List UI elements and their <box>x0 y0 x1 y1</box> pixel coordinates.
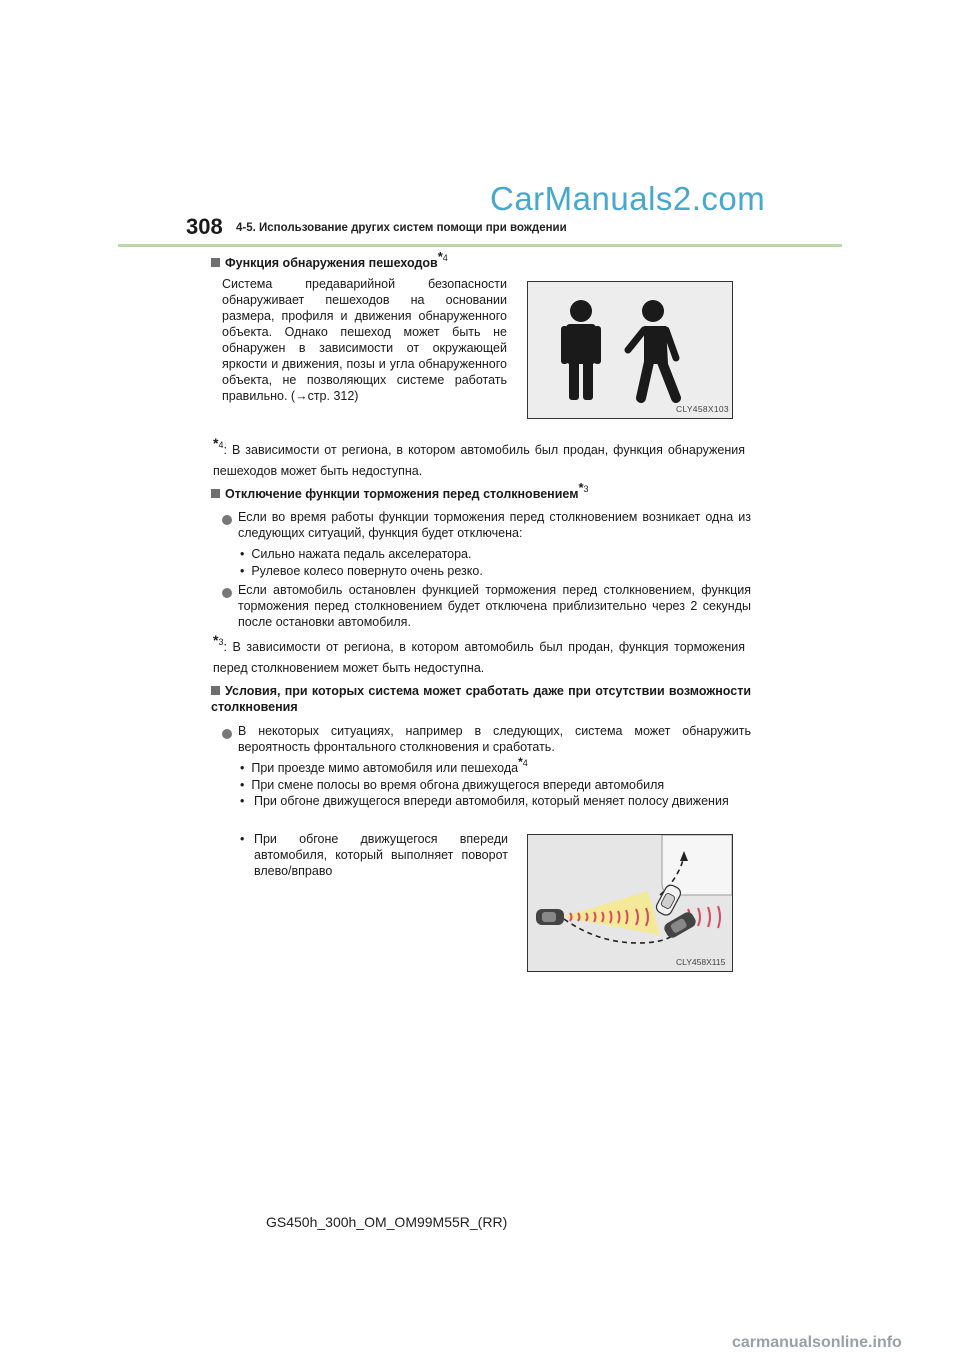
round-bullet-icon <box>222 725 232 743</box>
document-code: GS450h_300h_OM_OM99M55R_(RR) <box>266 1214 508 1230</box>
pedestrian-figure <box>527 281 733 419</box>
pedestrian-illustration <box>528 282 732 418</box>
conditions-bullet-1: В некоторых ситуациях, например в следующих, система может обнаружить вероятность фронтального столкновения и сработать. <box>238 724 751 754</box>
disable-bullet-2: Если автомобиль остановлен функцией торможения перед столкновением, функция торможения перед столкновением будет отключена приблизительно через 2 секунды после остановки автомобиля. <box>238 583 751 629</box>
walking-person-icon <box>628 300 676 398</box>
car-left-icon <box>536 909 564 925</box>
square-bullet-icon <box>211 489 220 498</box>
conditions-sub-2: • При смене полосы во время обгона движущегося впереди автомобиля <box>240 778 665 792</box>
round-bullet-icon <box>222 511 232 529</box>
disable-heading: Отключение функции торможения перед столкновением*3 <box>211 486 751 503</box>
pedestrian-heading: Функция обнаружения пешеходов*4 <box>211 255 751 272</box>
conditions-sub-3: • При обгоне движущегося впереди автомобиля, который меняет полосу движения <box>240 794 729 808</box>
disable-bullet-1: Если во время работы функции торможения перед столкновением возникает одна из следующих ситуаций, функция будет отключена: <box>238 510 751 540</box>
overtaking-figure <box>527 834 733 972</box>
conditions-sub-1: • При проезде мимо автомобиля или пешехода*4 <box>240 755 528 775</box>
square-bullet-icon <box>211 686 220 695</box>
footer-watermark: carmanualsonline.info <box>732 1334 902 1351</box>
figure-code: CLY458X103 <box>676 404 729 414</box>
overtaking-illustration <box>528 835 732 971</box>
page-number: 308 <box>186 214 223 239</box>
standing-person-icon <box>561 300 601 400</box>
watermark-logo: CarManuals2.com <box>490 180 766 217</box>
conditions-heading: Условия, при которых система может сработать даже при отсутствии возможности столкновения <box>211 684 751 714</box>
figure-code: CLY458X115 <box>676 957 726 967</box>
square-bullet-icon <box>211 258 220 267</box>
footnote-3: *3: В зависимости от региона, в котором автомобиль был продан, функция торможения перед столкновением может быть недоступна. <box>213 632 745 675</box>
footnote-4: *4: В зависимости от региона, в котором автомобиль был продан, функция обнаружения пешеходов может быть недоступна. <box>213 435 745 478</box>
section-title: 4-5. Использование других систем помощи при вождении <box>236 222 567 234</box>
disable-sub-1: • Сильно нажата педаль акселератора. <box>240 547 472 561</box>
header-divider <box>118 244 842 247</box>
conditions-sub-4: • При обгоне движущегося впереди автомобиля, который выполняет поворот влево/вправо <box>240 832 508 878</box>
round-bullet-icon <box>222 584 232 602</box>
disable-sub-2: • Рулевое колесо повернуто очень резко. <box>240 564 483 578</box>
pedestrian-body: Система предаварийной безопасности обнаруживает пешеходов на основании размера, профиля и движения обнаруженного объекта. Однако пешеход может быть не обнаружен в зависимости от окружающей яркости и движения, позы и угла обнаруженного объекта, не позволяющих системе работать правильно. (→стр. 312) <box>222 277 507 403</box>
